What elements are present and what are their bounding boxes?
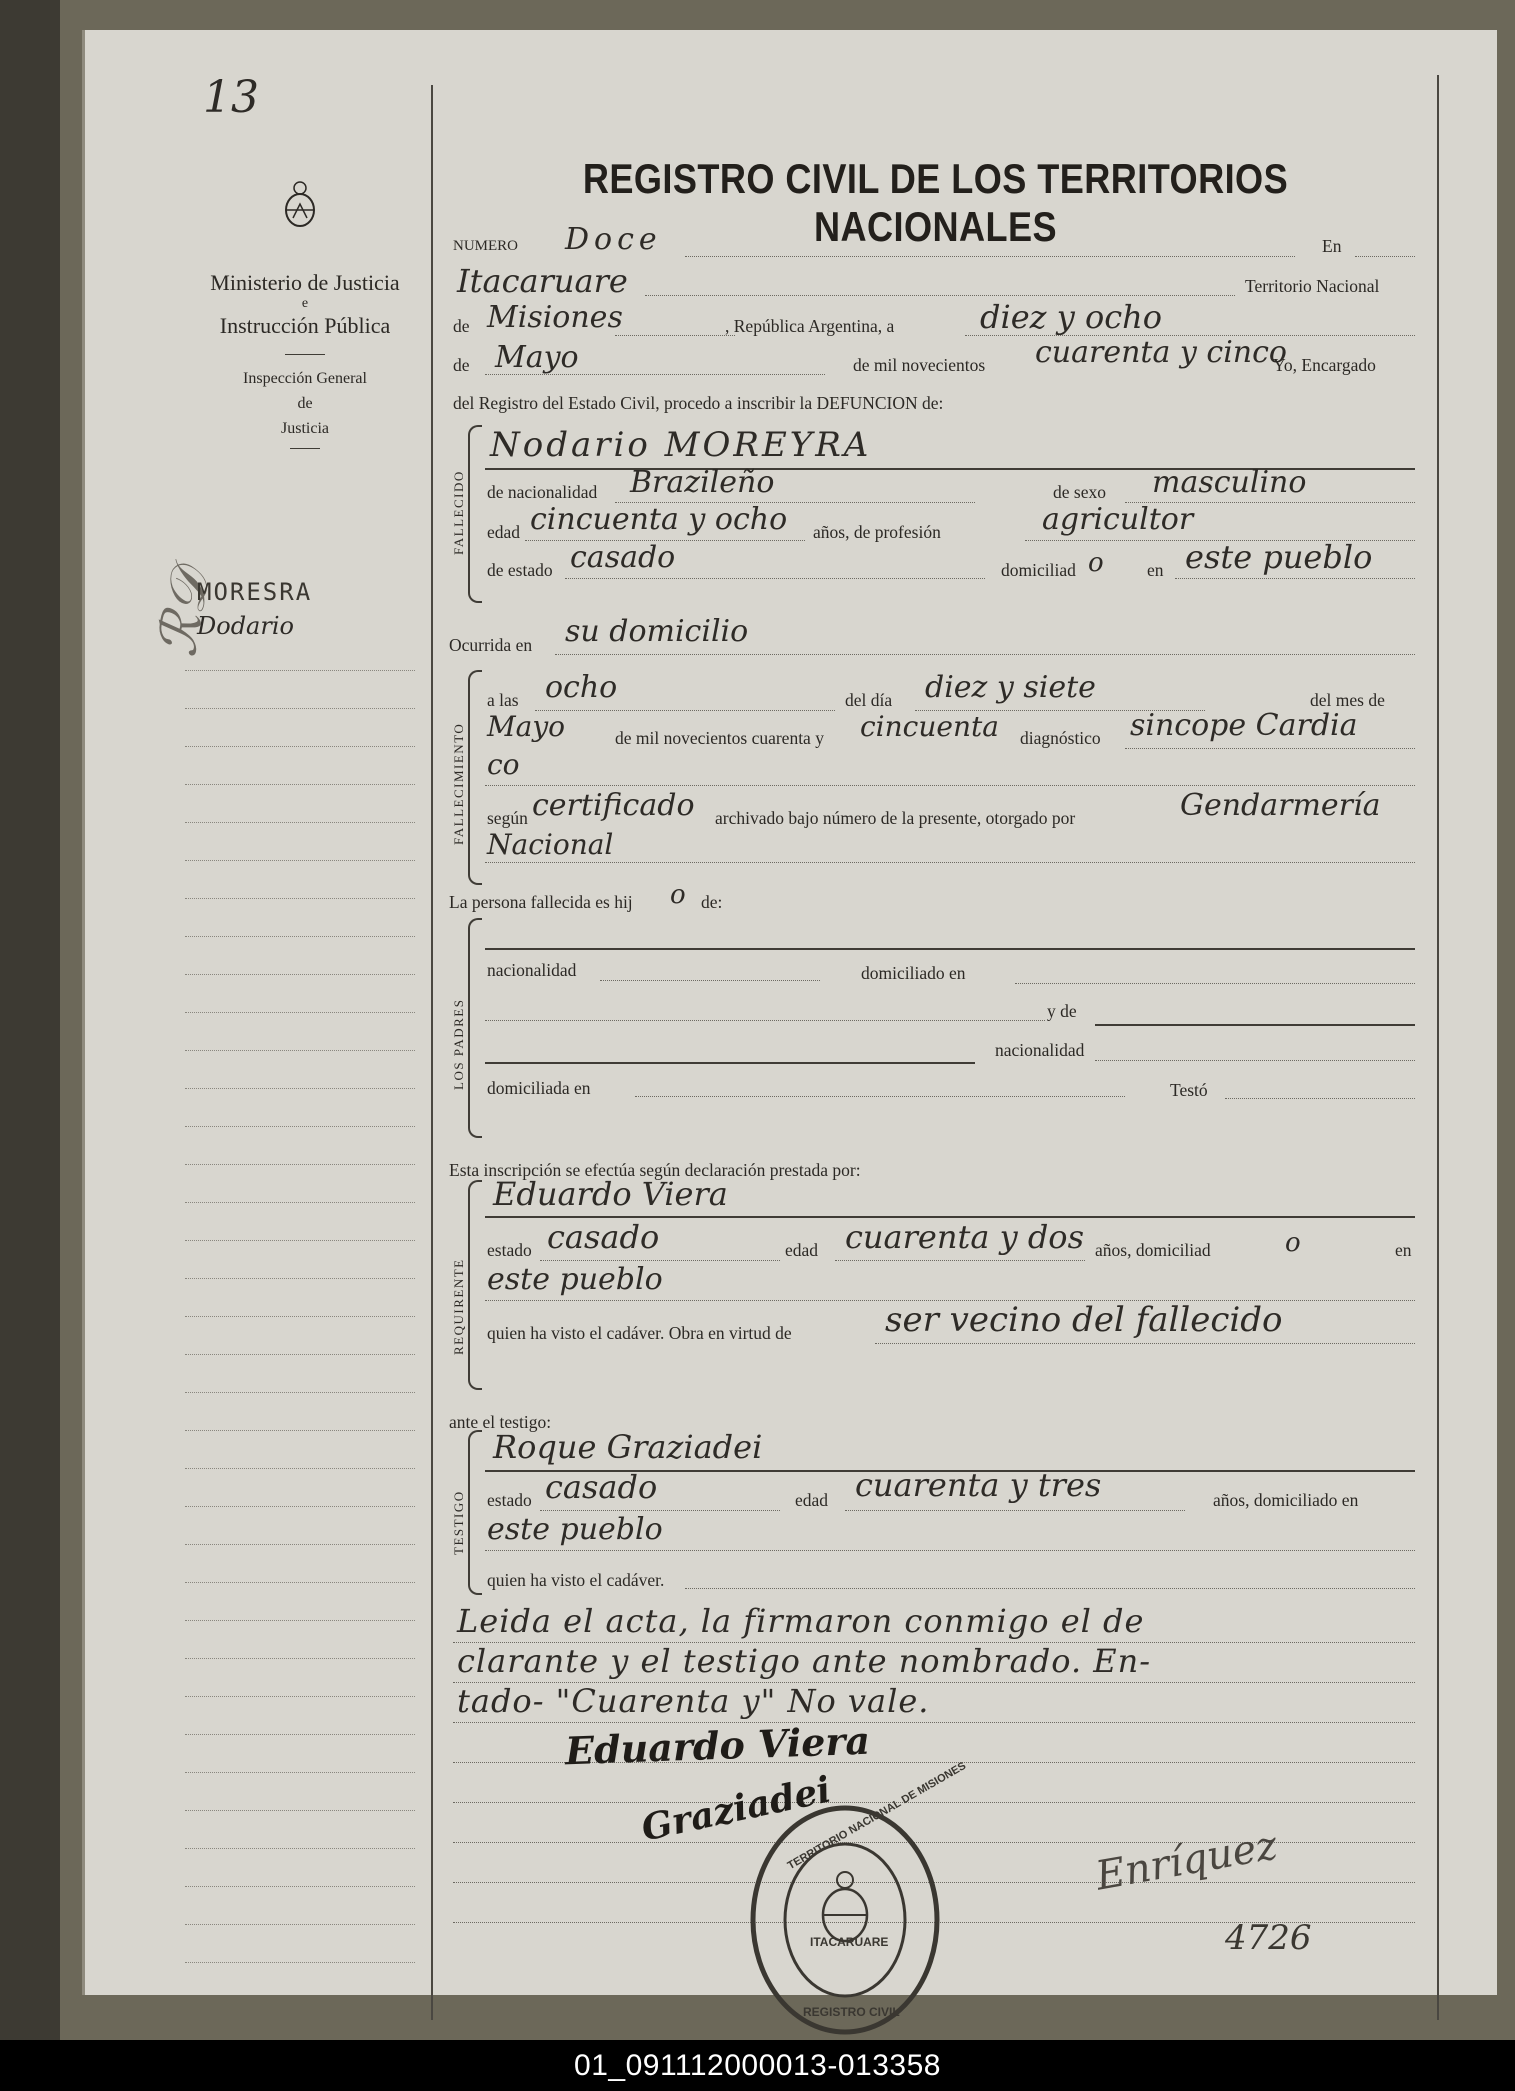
fallecido-sexo-value: masculino [1152, 465, 1307, 500]
fallecido-nacionalidad-value: Brazileño [630, 465, 775, 500]
madre-domiciliada-label: domiciliada en [487, 1078, 591, 1098]
page-title: REGISTRO CIVIL DE LOS TERRITORIOS NACIONALES [582, 155, 1289, 250]
fallecimiento-year-value: cincuenta [860, 710, 999, 743]
ocurrida-value: su domicilio [565, 614, 749, 649]
fallecido-sexo-label: de sexo [1053, 482, 1106, 502]
margin-ruled-line [185, 1240, 415, 1241]
margin-ruled-line [185, 860, 415, 861]
month-value: Mayo [495, 340, 579, 375]
requirente-edad-dots [835, 1260, 1085, 1261]
madre-nacionalidad-label: nacionalidad [995, 1040, 1085, 1060]
testigo-anos-label: años, domiciliado en [1213, 1490, 1359, 1510]
ministry-line2: e [301, 296, 309, 312]
padre-domiciliado-label: domiciliado en [861, 963, 966, 983]
hijo-label: La persona fallecida es hij [449, 892, 633, 912]
padre-domicilio-dots [485, 1020, 1045, 1021]
requirente-anos-label: años, domiciliad [1095, 1240, 1211, 1260]
margin-ruled-line [185, 1468, 415, 1469]
padres-de-label: de: [701, 892, 723, 912]
book-spine [0, 0, 60, 2040]
month-dots [485, 374, 825, 375]
folio-number: 13 [203, 72, 259, 123]
yo-label: Yo, Encargado [1273, 355, 1376, 375]
padre-domiciliado-dots [1015, 983, 1415, 984]
margin-ruled-line [185, 1696, 415, 1697]
ministry-line3: Instrucción Pública [219, 313, 391, 339]
fallecido-domicilio-value: este pueblo [1185, 538, 1373, 576]
requirente-bracket [468, 1180, 482, 1390]
testigo-edad-dots [845, 1510, 1185, 1511]
requirente-edad-value: cuarenta y dos [845, 1218, 1084, 1256]
numero-label: NUMERO [453, 238, 519, 254]
testigo-visto-dots [685, 1588, 1415, 1589]
territorio-label: Territorio Nacional [1245, 276, 1380, 296]
fallecimiento-section-label: FALLECIMIENTO [451, 722, 466, 845]
padre-nacionalidad-dots [600, 980, 820, 981]
margin-ruled-line [185, 1658, 415, 1659]
testigo-bracket [468, 1430, 482, 1595]
ministry-line1: Ministerio de Justicia [210, 270, 400, 295]
margin-pencil-mark: ℛ𝒟 [145, 565, 223, 661]
requirente-virtud-value: ser vecino del fallecido [885, 1300, 1283, 1340]
padre-nacionalidad-label: nacionalidad [487, 960, 577, 980]
madre-domiciliada-dots [635, 1096, 1125, 1097]
ministry-header [185, 270, 425, 459]
testigo-domicilio-value: este pueblo [487, 1512, 663, 1547]
requirente-domicilio-suffix: o [1285, 1228, 1301, 1258]
day-value: diez y ocho [980, 298, 1162, 336]
signature-declarante: Eduardo Viera [564, 1717, 871, 1774]
en-dots [1355, 256, 1415, 257]
margin-ruled-line [185, 822, 415, 823]
inspection-line3: Justicia [281, 419, 329, 437]
republica-label: , República Argentina, a [725, 316, 895, 336]
hora-dots [535, 710, 835, 711]
fallecido-domicilio-dots [1175, 578, 1415, 579]
margin-ruled-line [185, 670, 415, 671]
margin-ruled-line [185, 1088, 415, 1089]
margin-given-name: Dodario [197, 612, 294, 640]
y-de-label: y de [1047, 1001, 1077, 1021]
right-column-rule [1437, 75, 1439, 2020]
inspection-divider [290, 448, 320, 449]
diagnostico-cont: co [487, 748, 520, 781]
margin-ruled-line [185, 974, 415, 975]
place-dots [645, 295, 1235, 296]
margin-ruled-line [185, 1126, 415, 1127]
diagnostico-label: diagnóstico [1020, 728, 1101, 748]
margin-ruled-line [185, 1848, 415, 1849]
fallecimiento-bracket [468, 670, 482, 885]
margin-ruled-line [185, 1924, 415, 1925]
fallecido-bracket [468, 425, 482, 603]
testigo-edad-label: edad [795, 1490, 829, 1510]
margin-ruled-line [185, 1810, 415, 1811]
left-column-rule [431, 85, 433, 2020]
testo-label: Testó [1170, 1080, 1208, 1100]
otorgado-value: Gendarmería [1180, 788, 1381, 823]
margin-ruled-line [185, 1012, 415, 1013]
dia-value: diez y siete [925, 670, 1096, 705]
margin-ruled-line [185, 1354, 415, 1355]
margin-ruled-line [185, 936, 415, 937]
ocurrida-label: Ocurrida en [449, 635, 533, 655]
requirente-estado-value: casado [547, 1218, 660, 1256]
madre-nacionalidad-dots [1095, 1060, 1415, 1061]
hora-value: ocho [545, 670, 618, 705]
margin-ruled-line [185, 1430, 415, 1431]
margin-ruled-line [185, 1050, 415, 1051]
margin-ruled-line [185, 1202, 415, 1203]
fallecido-estado-value: casado [570, 540, 676, 575]
margin-ruled-line [185, 1620, 415, 1621]
padres-section-label: LOS PADRES [451, 998, 466, 1090]
closing-dots-3 [453, 1722, 1415, 1723]
margin-ruled-line [185, 1582, 415, 1583]
testigo-estado-label: estado [487, 1490, 532, 1510]
requirente-en-label: en [1395, 1240, 1412, 1260]
fallecido-estado-dots [565, 578, 985, 579]
requirente-estado-label: estado [487, 1240, 532, 1260]
fallecimiento-year-label: de mil novecientos cuarenta y [615, 728, 824, 748]
image-identifier: 01_091112000013-013358 [0, 2040, 1515, 2091]
de-label-2: de [453, 355, 470, 375]
archivado-label: archivado bajo número de la presente, otorgado por [715, 808, 1076, 828]
mes-value: Mayo [487, 710, 566, 743]
margin-ruled-line [185, 1772, 415, 1773]
fallecido-edad-label: edad [487, 522, 521, 542]
requirente-intro-label: Esta inscripción se efectúa según declaración prestada por: [449, 1160, 861, 1180]
fallecido-en-label: en [1147, 560, 1164, 580]
margin-ruled-line [185, 1962, 415, 1963]
testo-dots [1225, 1098, 1415, 1099]
testigo-edad-value: cuarenta y tres [855, 1466, 1102, 1504]
fallecido-domicilio-suffix: o [1088, 548, 1104, 578]
requirente-edad-label: edad [785, 1240, 819, 1260]
margin-ruled-line [185, 1164, 415, 1165]
testigo-visto-label: quien ha visto el cadáver. [487, 1570, 665, 1590]
ministry-divider [285, 354, 325, 355]
certificado-value: certificado [532, 788, 695, 823]
ocurrida-dots [555, 654, 1415, 655]
inspection-line1: Inspección General [243, 369, 367, 387]
testigo-estado-value: casado [545, 1468, 658, 1506]
de-label: de [453, 316, 470, 336]
en-label: En [1322, 236, 1342, 256]
signature-testigo: Graziadei [637, 1768, 835, 1850]
closing-line2: clarante y el testigo ante nombrado. En- [457, 1642, 1152, 1680]
year-label: de mil novecientos [853, 355, 986, 375]
closing-line3: tado- "Cuarenta y" No vale. [457, 1682, 930, 1720]
requirente-virtud-dots [875, 1343, 1415, 1344]
testigo-section-label: TESTIGO [451, 1490, 466, 1555]
margin-ruled-line [185, 1544, 415, 1545]
segun-label: según [487, 808, 528, 828]
numero-dots [685, 256, 1295, 257]
procedo-label: del Registro del Estado Civil, procedo a inscribir la DEFUNCION de: [453, 393, 944, 413]
hijo-suffix: o [670, 880, 686, 910]
margin-ruled-line [185, 1734, 415, 1735]
fallecido-section-label: FALLECIDO [451, 470, 466, 555]
fallecido-name-value: Nodario MOREYRA [490, 425, 872, 465]
fallecido-edad-value: cincuenta y ocho [530, 502, 788, 537]
signature-number: 4726 [1225, 1918, 1312, 1958]
numero-value: Doce [565, 222, 662, 257]
margin-ruled-line [185, 1316, 415, 1317]
del-dia-label: del día [845, 690, 893, 710]
margin-ruled-line [185, 784, 415, 785]
place-value: Itacaruare [457, 262, 628, 300]
requirente-estado-dots [540, 1260, 780, 1261]
testigo-name-value: Roque Graziadei [493, 1428, 763, 1466]
diagnostico-value: sincope Cardia [1130, 708, 1358, 743]
a-las-label: a las [487, 690, 519, 710]
year-value: cuarenta y cinco [1035, 335, 1287, 370]
margin-ruled-line [185, 708, 415, 709]
margin-ruled-line [185, 1886, 415, 1887]
margin-ruled-line [185, 1278, 415, 1279]
signature-encargado: Enríquez [1092, 1822, 1281, 1900]
stamp-ring-text: TERRITORIO NACIONAL DE MISIONES [785, 1759, 969, 1873]
inspection-line2: de [297, 394, 313, 412]
register-page [82, 30, 1497, 2019]
testigo-domicilio-dots [485, 1550, 1415, 1551]
stamp-center-text: ITACARUARE [810, 1935, 889, 1949]
fallecido-estado-label: de estado [487, 560, 553, 580]
margin-ruled-line [185, 1392, 415, 1393]
padre-name-line [485, 948, 1415, 950]
closing-line1: Leida el acta, la firmaron conmigo el de [457, 1602, 1145, 1640]
fallecido-nacionalidad-label: de nacionalidad [487, 482, 598, 502]
margin-ruled-line [185, 1506, 415, 1507]
madre-extra-line [485, 1062, 975, 1064]
otorgado-cont-dots [485, 862, 1415, 863]
padres-bracket [468, 918, 482, 1138]
testigo-intro-label: ante el testigo: [449, 1412, 552, 1432]
margin-ruled-line [185, 746, 415, 747]
requirente-name-value: Eduardo Viera [493, 1175, 728, 1213]
testigo-estado-dots [540, 1510, 780, 1511]
diagnostico-dots [1125, 748, 1415, 749]
territory-value: Misiones [487, 300, 623, 335]
fallecido-profesion-label: años, de profesión [813, 522, 941, 542]
coat-of-arms-icon [281, 180, 319, 228]
requirente-visto-label: quien ha visto el cadáver. Obra en virtud de [487, 1323, 792, 1343]
otorgado-cont: Nacional [487, 828, 614, 861]
margin-ruled-line [185, 898, 415, 899]
margin-surname: MORESRA [197, 578, 313, 606]
fallecido-profesion-value: agricultor [1042, 502, 1194, 537]
requirente-section-label: REQUIRENTE [451, 1258, 466, 1355]
del-mes-label: del mes de [1310, 690, 1385, 710]
madre-name-line [1095, 1024, 1415, 1026]
requirente-domicilio-value: este pueblo [487, 1262, 663, 1297]
territory-dots [615, 335, 735, 336]
fallecido-domicilio-label: domiciliad [1001, 560, 1076, 580]
diagnostico-cont-dots [485, 785, 1415, 786]
stamp-bottom-text: REGISTRO CIVIL [803, 2005, 900, 2019]
